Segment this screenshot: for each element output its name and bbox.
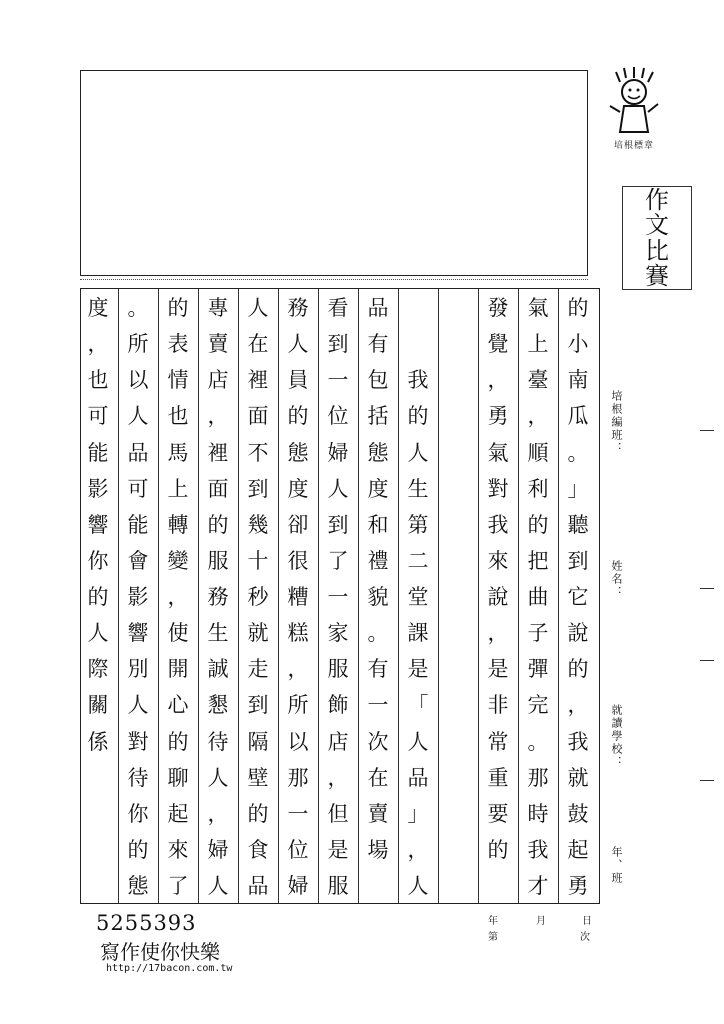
essay-cell: 以 bbox=[127, 368, 149, 393]
essay-cell: 覺 bbox=[487, 332, 509, 357]
essay-cell: 重 bbox=[487, 765, 509, 790]
essay-cell: 曲 bbox=[527, 585, 549, 610]
essay-cell: 上 bbox=[167, 476, 189, 501]
essay-cell: 員 bbox=[287, 368, 309, 393]
essay-cell: 起 bbox=[567, 837, 589, 862]
side-rule bbox=[700, 660, 714, 661]
column-rule bbox=[318, 289, 319, 903]
essay-cell: 的 bbox=[167, 296, 189, 321]
essay-cell: 婦 bbox=[287, 874, 309, 899]
essay-cell: 發 bbox=[487, 296, 509, 321]
essay-cell bbox=[78, 831, 118, 867]
essay-cell: 勇 bbox=[567, 874, 589, 899]
contest-char: 賽 bbox=[645, 262, 669, 291]
essay-cell: 變 bbox=[167, 548, 189, 573]
essay-cell bbox=[438, 686, 478, 722]
essay-cell: 會 bbox=[127, 548, 149, 573]
essay-column bbox=[238, 289, 278, 903]
essay-cell: 賣 bbox=[367, 801, 389, 826]
essay-cell bbox=[438, 325, 478, 361]
essay-cell: 飾 bbox=[327, 693, 349, 718]
essay-cell: 面 bbox=[207, 476, 229, 501]
dotted-divider bbox=[80, 279, 588, 280]
essay-cell bbox=[438, 506, 478, 542]
essay-cell: 人 bbox=[127, 693, 149, 718]
essay-cell: 使 bbox=[167, 621, 189, 646]
essay-cell: 糕 bbox=[287, 621, 309, 646]
essay-cell: 是 bbox=[327, 837, 349, 862]
essay-cell: 也 bbox=[167, 404, 189, 429]
essay-cell: 到 bbox=[247, 476, 269, 501]
essay-cell: 店 bbox=[207, 368, 229, 393]
essay-cell: 所 bbox=[127, 332, 149, 357]
essay-cell: 人 bbox=[207, 765, 229, 790]
essay-cell: ， bbox=[207, 801, 229, 826]
essay-cell: 我 bbox=[487, 512, 509, 537]
essay-column bbox=[158, 289, 198, 903]
essay-cell: 臺 bbox=[527, 368, 549, 393]
essay-cell: 態 bbox=[367, 440, 389, 465]
essay-cell: 次 bbox=[367, 729, 389, 754]
essay-cell: 」 bbox=[567, 476, 589, 501]
essay-cell: 時 bbox=[527, 801, 549, 826]
essay-cell: 糟 bbox=[287, 585, 309, 610]
essay-cell: 你 bbox=[87, 548, 109, 573]
essay-cell bbox=[438, 759, 478, 795]
column-rule bbox=[118, 289, 119, 903]
essay-cell: 態 bbox=[127, 874, 149, 899]
essay-cell: 店 bbox=[327, 729, 349, 754]
essay-cell: ， bbox=[87, 332, 109, 357]
essay-cell bbox=[358, 867, 398, 903]
essay-cell bbox=[78, 795, 118, 831]
essay-cell: ， bbox=[487, 368, 509, 393]
essay-cell: 情 bbox=[167, 368, 189, 393]
essay-column bbox=[398, 289, 438, 903]
column-rule bbox=[198, 289, 199, 903]
essay-column bbox=[518, 289, 558, 903]
essay-cell: 勇 bbox=[487, 404, 509, 429]
essay-cell: 裡 bbox=[207, 440, 229, 465]
essay-cell: 課 bbox=[407, 621, 429, 646]
essay-cell: 的 bbox=[567, 296, 589, 321]
essay-cell bbox=[438, 614, 478, 650]
essay-cell: 待 bbox=[127, 765, 149, 790]
essay-cell: 完 bbox=[527, 693, 549, 718]
essay-cell: 我 bbox=[527, 837, 549, 862]
essay-cell: 有 bbox=[367, 332, 389, 357]
essay-cell: 彈 bbox=[527, 657, 549, 682]
essay-cell: 十 bbox=[247, 548, 269, 573]
side-rule bbox=[700, 588, 714, 589]
essay-cell: 「 bbox=[407, 693, 429, 718]
essay-cell: 人 bbox=[407, 440, 429, 465]
essay-cell: 品 bbox=[247, 874, 269, 899]
contest-stamp bbox=[622, 186, 692, 290]
essay-cell: 場 bbox=[367, 837, 389, 862]
essay-cell: 南 bbox=[567, 368, 589, 393]
essay-cell: 婦 bbox=[207, 837, 229, 862]
essay-cell: 聽 bbox=[567, 512, 589, 537]
essay-cell: 食 bbox=[247, 837, 269, 862]
essay-cell: 可 bbox=[127, 476, 149, 501]
essay-cell: 有 bbox=[367, 657, 389, 682]
column-rule bbox=[478, 289, 479, 903]
essay-cell: 人 bbox=[407, 729, 429, 754]
essay-column bbox=[118, 289, 158, 903]
essay-cell: 說 bbox=[567, 621, 589, 646]
essay-cell: ， bbox=[287, 657, 309, 682]
essay-cell: 關 bbox=[87, 693, 109, 718]
essay-cell: 二 bbox=[407, 548, 429, 573]
essay-cell: 所 bbox=[287, 693, 309, 718]
essay-cell: 。 bbox=[567, 440, 589, 465]
essay-cell: 服 bbox=[327, 657, 349, 682]
essay-cell: 係 bbox=[87, 729, 109, 754]
year-label: 年 bbox=[488, 916, 498, 927]
essay-cell: 務 bbox=[287, 296, 309, 321]
essay-cell: 馬 bbox=[167, 440, 189, 465]
essay-cell: 婦 bbox=[327, 440, 349, 465]
essay-cell: 度 bbox=[287, 476, 309, 501]
essay-cell: 卻 bbox=[287, 512, 309, 537]
essay-cell: 的 bbox=[567, 657, 589, 682]
essay-cell: 影 bbox=[87, 476, 109, 501]
essay-cell: 到 bbox=[567, 548, 589, 573]
essay-cell: 禮 bbox=[367, 548, 389, 573]
essay-cell: 走 bbox=[247, 657, 269, 682]
website-url: http://17bacon.com.tw bbox=[106, 963, 233, 974]
brand-slogan: 寫作使你快樂 bbox=[100, 940, 220, 964]
essay-cell: 上 bbox=[527, 332, 549, 357]
essay-cell: 品 bbox=[407, 765, 429, 790]
essay-cell: 的 bbox=[487, 837, 509, 862]
column-rule bbox=[558, 289, 559, 903]
essay-cell: 以 bbox=[287, 729, 309, 754]
essay-cell bbox=[398, 289, 438, 325]
essay-cell: 來 bbox=[487, 548, 509, 573]
essay-cell: ， bbox=[327, 765, 349, 790]
essay-cell: 到 bbox=[247, 693, 269, 718]
essay-cell: 位 bbox=[327, 404, 349, 429]
essay-column bbox=[478, 289, 518, 903]
essay-cell: 氣 bbox=[527, 296, 549, 321]
essay-cell: 人 bbox=[327, 476, 349, 501]
class-label: 培根編班： bbox=[610, 390, 623, 455]
essay-cell: 了 bbox=[327, 548, 349, 573]
column-rule bbox=[358, 289, 359, 903]
essay-cell: 人 bbox=[287, 332, 309, 357]
contest-char: 作 bbox=[645, 185, 669, 214]
essay-cell: 壁 bbox=[247, 765, 269, 790]
essay-cell: 務 bbox=[207, 585, 229, 610]
essay-cell: 的 bbox=[407, 404, 429, 429]
essay-column bbox=[318, 289, 358, 903]
essay-cell: ， bbox=[567, 693, 589, 718]
essay-cell: 不 bbox=[247, 440, 269, 465]
essay-cell: ， bbox=[167, 585, 189, 610]
essay-cell: 看 bbox=[327, 296, 349, 321]
essay-cell bbox=[438, 434, 478, 470]
essay-cell: 我 bbox=[407, 368, 429, 393]
essay-cell: 到 bbox=[327, 332, 349, 357]
essay-cell: 家 bbox=[327, 621, 349, 646]
essay-cell: 堂 bbox=[407, 585, 429, 610]
essay-cell: 子 bbox=[527, 621, 549, 646]
essay-cell: ， bbox=[407, 837, 429, 862]
essay-cell: 服 bbox=[327, 874, 349, 899]
column-rule bbox=[518, 289, 519, 903]
essay-cell: 人 bbox=[127, 404, 149, 429]
essay-cell: 面 bbox=[247, 404, 269, 429]
essay-cell bbox=[438, 578, 478, 614]
essay-cell: 生 bbox=[407, 476, 429, 501]
essay-cell: 第 bbox=[407, 512, 429, 537]
essay-cell: 能 bbox=[87, 440, 109, 465]
essay-cell: 。 bbox=[127, 296, 149, 321]
column-rule bbox=[158, 289, 159, 903]
day-label: 日 bbox=[582, 916, 592, 927]
essay-cell: 開 bbox=[167, 657, 189, 682]
essay-cell: ， bbox=[487, 621, 509, 646]
essay-cell: 表 bbox=[167, 332, 189, 357]
essay-cell: 要 bbox=[487, 801, 509, 826]
essay-cell bbox=[438, 650, 478, 686]
essay-cell: 度 bbox=[367, 476, 389, 501]
essay-cell: 。 bbox=[527, 729, 549, 754]
essay-cell: 才 bbox=[527, 874, 549, 899]
name-label: 姓名： bbox=[610, 560, 623, 599]
essay-cell: 人 bbox=[407, 874, 429, 899]
essay-cell: 貌 bbox=[367, 585, 389, 610]
essay-cell: 生 bbox=[207, 621, 229, 646]
essay-cell: 聊 bbox=[167, 765, 189, 790]
essay-cell: 一 bbox=[327, 585, 349, 610]
essay-cell: 也 bbox=[87, 368, 109, 393]
essay-cell bbox=[78, 759, 118, 795]
essay-cell: 那 bbox=[527, 765, 549, 790]
essay-cell: 就 bbox=[567, 765, 589, 790]
essay-column bbox=[278, 289, 318, 903]
essay-cell: 是 bbox=[487, 657, 509, 682]
essay-cell: 小 bbox=[567, 332, 589, 357]
essay-cell: 響 bbox=[127, 621, 149, 646]
essay-cell: 隔 bbox=[247, 729, 269, 754]
essay-cell: 是 bbox=[407, 657, 429, 682]
essay-cell bbox=[438, 723, 478, 759]
essay-cell: 它 bbox=[567, 585, 589, 610]
essay-column bbox=[438, 289, 478, 903]
essay-cell bbox=[438, 397, 478, 433]
essay-cell bbox=[438, 470, 478, 506]
essay-cell: 一 bbox=[367, 693, 389, 718]
essay-cell: 品 bbox=[367, 296, 389, 321]
essay-cell: 在 bbox=[247, 332, 269, 357]
essay-cell: 的 bbox=[87, 585, 109, 610]
essay-cell: 對 bbox=[487, 476, 509, 501]
essay-cell: 際 bbox=[87, 657, 109, 682]
essay-grid bbox=[80, 288, 600, 904]
essay-cell: 的 bbox=[287, 404, 309, 429]
essay-cell: 氣 bbox=[487, 440, 509, 465]
essay-cell: 一 bbox=[287, 801, 309, 826]
essay-cell: 位 bbox=[287, 837, 309, 862]
essay-cell: 那 bbox=[287, 765, 309, 790]
essay-cell: 品 bbox=[127, 440, 149, 465]
essay-cell: 懇 bbox=[207, 693, 229, 718]
essay-cell: 利 bbox=[527, 476, 549, 501]
essay-cell: 在 bbox=[367, 765, 389, 790]
essay-cell: 的 bbox=[527, 512, 549, 537]
essay-cell: 的 bbox=[247, 801, 269, 826]
essay-cell: 待 bbox=[207, 729, 229, 754]
column-rule bbox=[238, 289, 239, 903]
essay-cell: 服 bbox=[207, 548, 229, 573]
essay-cell: 誠 bbox=[207, 657, 229, 682]
essay-cell: 」 bbox=[407, 801, 429, 826]
logo-label: 培根標章 bbox=[613, 141, 654, 151]
essay-cell: 非 bbox=[487, 693, 509, 718]
essay-cell: ， bbox=[527, 404, 549, 429]
essay-cell: 轉 bbox=[167, 512, 189, 537]
essay-cell: 秒 bbox=[247, 585, 269, 610]
essay-cell: 的 bbox=[167, 729, 189, 754]
essay-cell bbox=[438, 867, 478, 903]
contest-char: 比 bbox=[645, 236, 669, 265]
essay-column bbox=[358, 289, 398, 903]
essay-cell bbox=[398, 325, 438, 361]
bacon-mascot-icon bbox=[606, 66, 662, 138]
essay-cell: 對 bbox=[127, 729, 149, 754]
essay-cell: 一 bbox=[327, 368, 349, 393]
essay-cell: 瓜 bbox=[567, 404, 589, 429]
essay-cell: 鼓 bbox=[567, 801, 589, 826]
essay-cell bbox=[438, 831, 478, 867]
title-box bbox=[80, 70, 588, 276]
sequence-label: 第 bbox=[488, 932, 498, 943]
column-rule bbox=[278, 289, 279, 903]
side-rule bbox=[700, 780, 714, 781]
contest-char: 文 bbox=[645, 211, 669, 240]
essay-cell bbox=[438, 542, 478, 578]
essay-cell: 的 bbox=[207, 512, 229, 537]
essay-cell: 常 bbox=[487, 729, 509, 754]
essay-cell: 了 bbox=[167, 874, 189, 899]
essay-cell: 別 bbox=[127, 657, 149, 682]
essay-cell bbox=[438, 289, 478, 325]
essay-cell: 說 bbox=[487, 585, 509, 610]
essay-cell: 我 bbox=[567, 729, 589, 754]
essay-cell: 人 bbox=[87, 621, 109, 646]
essay-cell: 能 bbox=[127, 512, 149, 537]
essay-cell bbox=[78, 867, 118, 903]
essay-cell: 和 bbox=[367, 512, 389, 537]
essay-cell: 包 bbox=[367, 368, 389, 393]
essay-cell: 起 bbox=[167, 801, 189, 826]
sheet-code: 5255393 bbox=[96, 911, 197, 935]
essay-cell: 可 bbox=[87, 404, 109, 429]
essay-cell: 度 bbox=[87, 296, 109, 321]
essay-cell: 但 bbox=[327, 801, 349, 826]
essay-cell: 賣 bbox=[207, 332, 229, 357]
essay-cell: 響 bbox=[87, 512, 109, 537]
column-rule bbox=[398, 289, 399, 903]
essay-cell: 括 bbox=[367, 404, 389, 429]
times-label: 次 bbox=[580, 932, 590, 943]
essay-cell bbox=[438, 361, 478, 397]
essay-cell: 影 bbox=[127, 585, 149, 610]
essay-column bbox=[558, 289, 598, 903]
school-label: 就讀學校： bbox=[610, 704, 623, 769]
essay-cell: 很 bbox=[287, 548, 309, 573]
grade-label: 年、班 bbox=[610, 846, 623, 885]
essay-cell: 人 bbox=[247, 296, 269, 321]
essay-cell: 的 bbox=[127, 837, 149, 862]
side-rule bbox=[700, 430, 714, 431]
essay-cell: 來 bbox=[167, 837, 189, 862]
essay-column bbox=[78, 289, 118, 903]
column-rule bbox=[438, 289, 439, 903]
essay-cell: ， bbox=[207, 404, 229, 429]
essay-cell: 你 bbox=[127, 801, 149, 826]
essay-cell bbox=[478, 867, 518, 903]
essay-column bbox=[198, 289, 238, 903]
essay-cell: 到 bbox=[327, 512, 349, 537]
essay-cell: 順 bbox=[527, 440, 549, 465]
essay-cell: 心 bbox=[167, 693, 189, 718]
essay-cell: 裡 bbox=[247, 368, 269, 393]
essay-cell: 人 bbox=[207, 874, 229, 899]
essay-cell bbox=[438, 795, 478, 831]
essay-cell: 。 bbox=[367, 621, 389, 646]
essay-cell: 把 bbox=[527, 548, 549, 573]
essay-cell: 幾 bbox=[247, 512, 269, 537]
month-label: 月 bbox=[536, 916, 546, 927]
essay-cell: 態 bbox=[287, 440, 309, 465]
essay-cell: 專 bbox=[207, 296, 229, 321]
essay-cell: 就 bbox=[247, 621, 269, 646]
